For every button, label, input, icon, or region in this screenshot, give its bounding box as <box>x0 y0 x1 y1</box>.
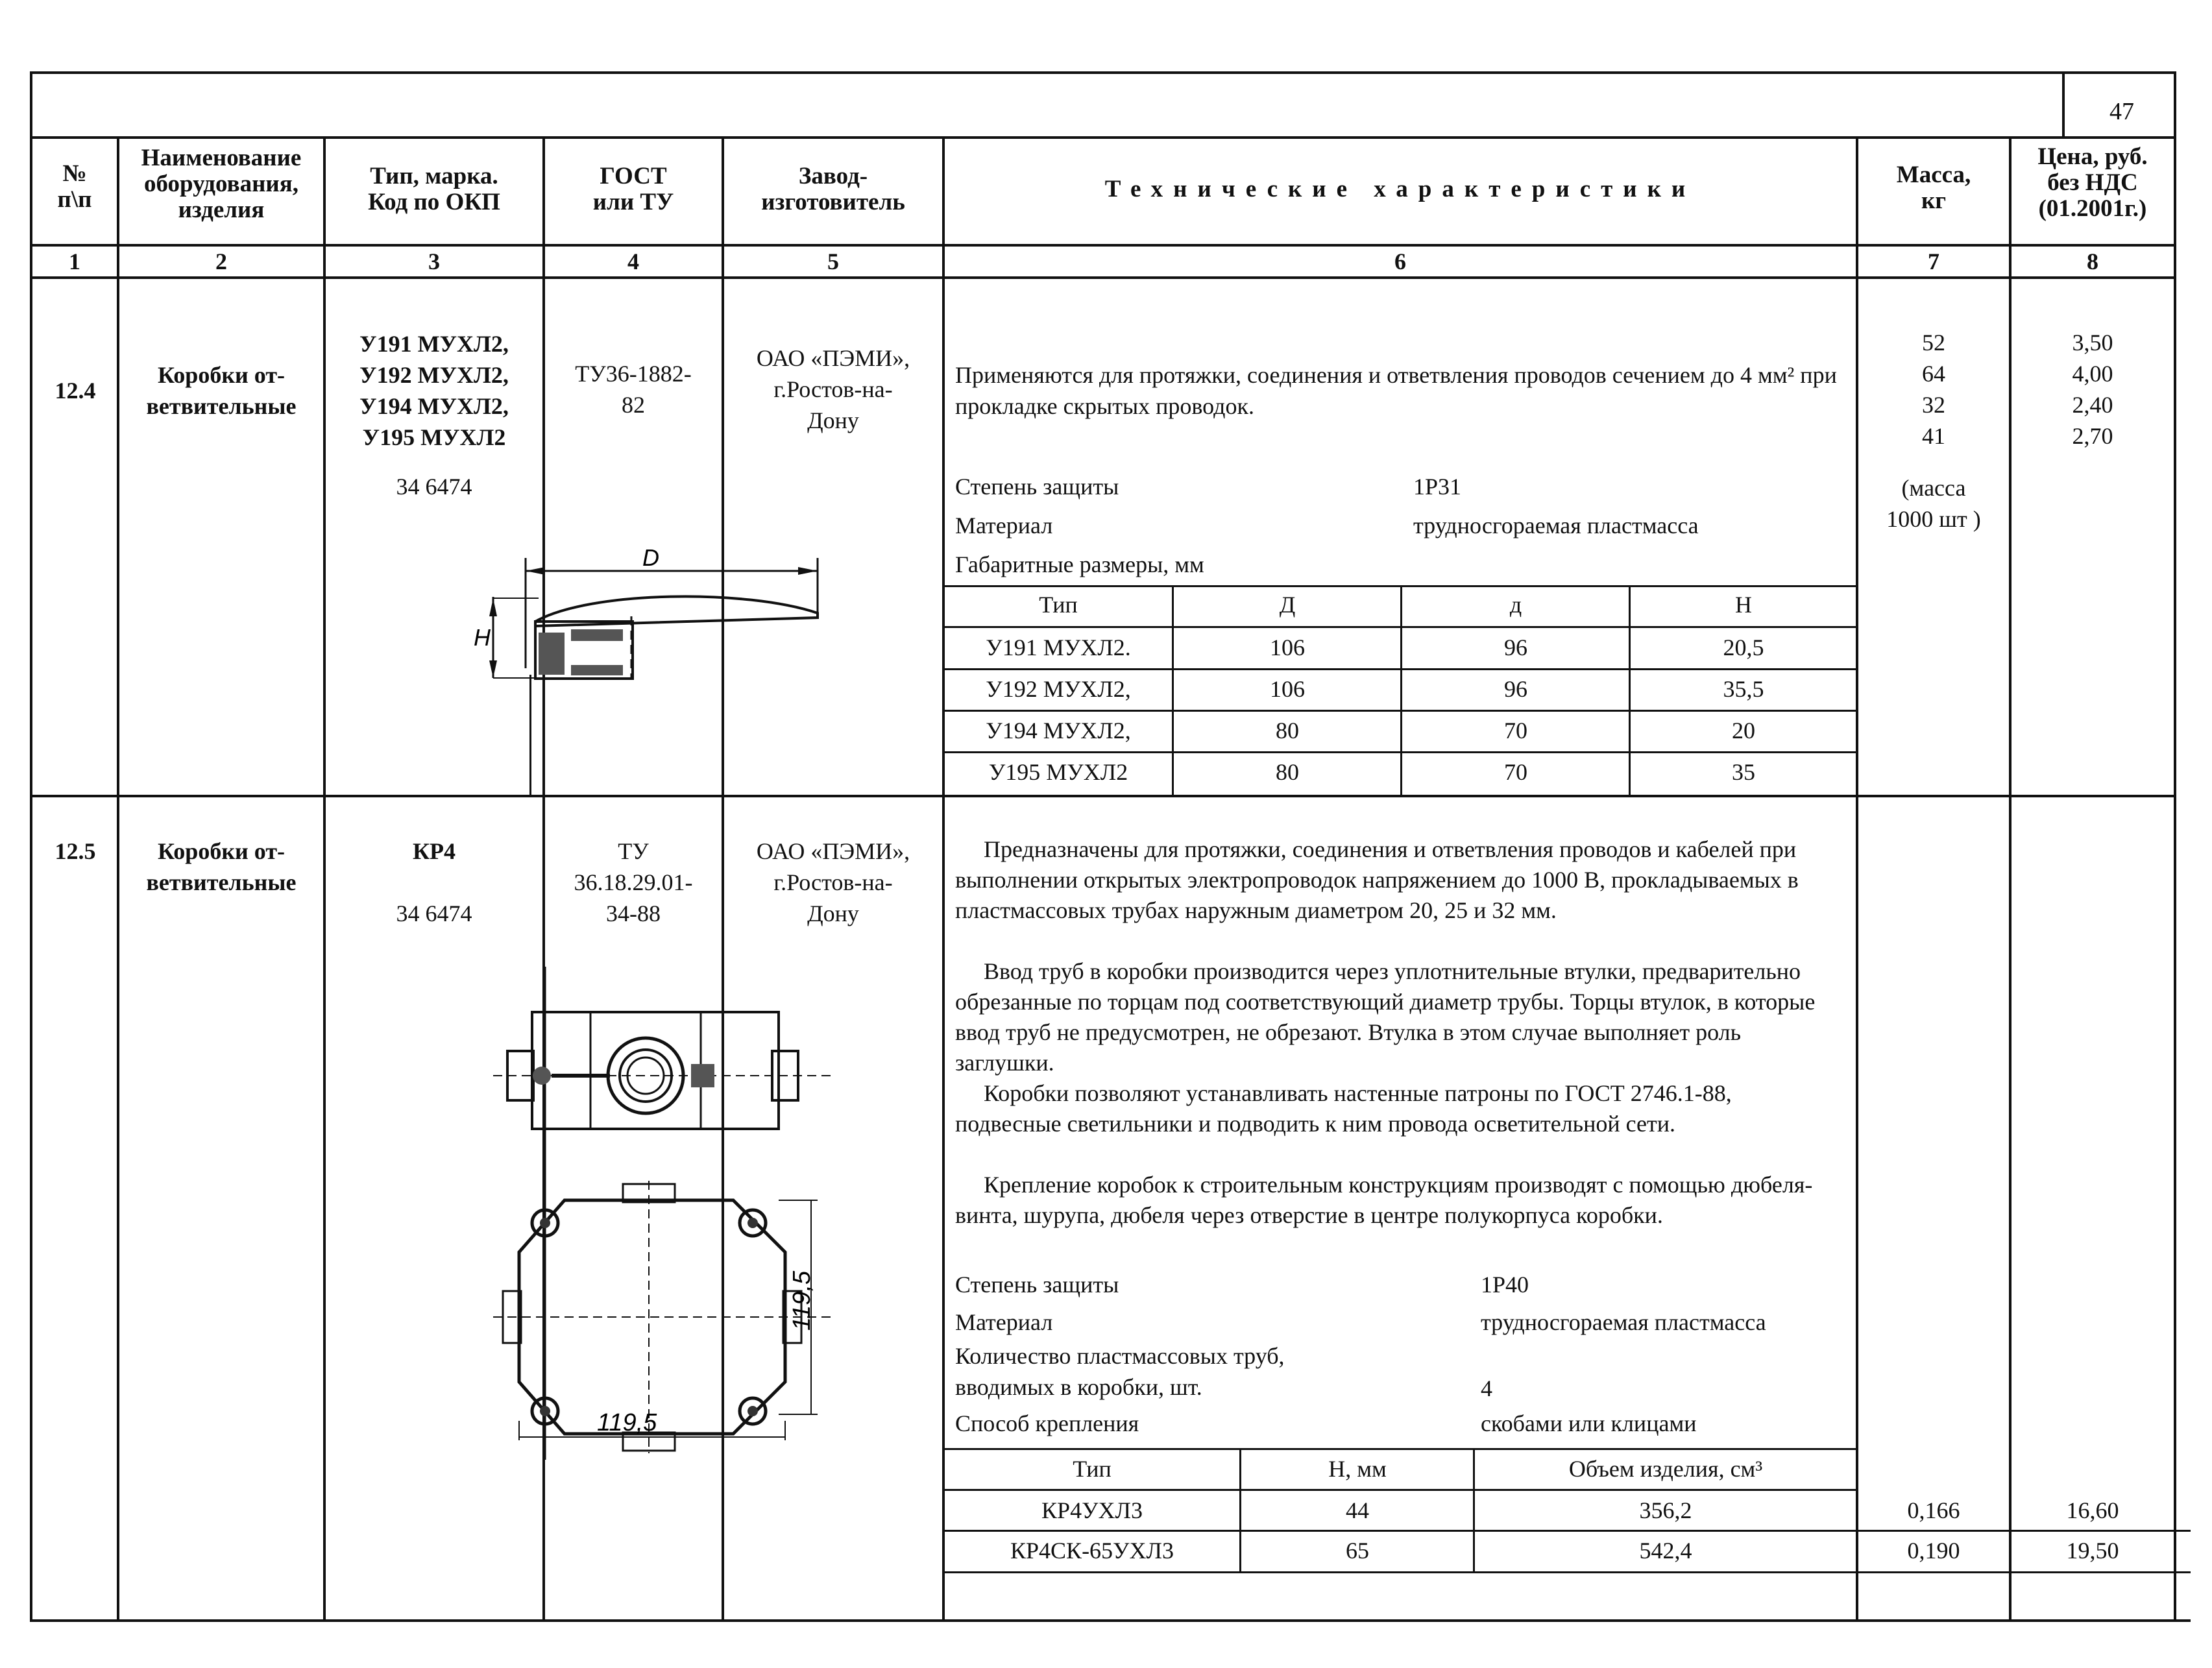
row1-mass-note: (масса 1000 шт ) <box>1886 475 1981 532</box>
table-row-cell: 80 <box>1276 718 1299 743</box>
row2-table-header-type: Тип <box>1073 1456 1112 1482</box>
table-row-cell: КР4УХЛ3 <box>1041 1497 1143 1523</box>
row2-prop-value-4: скобами или клицами <box>1481 1410 1697 1436</box>
row1-description: Применяются для протяжки, соединения и ответвления проводов сечением до 4 мм² при прокладке скрытых проводок. <box>955 362 1837 419</box>
table-row-cell: 44 <box>1346 1497 1369 1523</box>
colnum-bottom-line <box>30 276 2175 279</box>
row2-paragraph-3: Коробки позволяют устанавливать настенные патроны по ГОСТ 2746.1-88, подвесные светильники и подводить к ним провода осветительной сети. <box>955 1080 1732 1137</box>
row1-mass-4: 41 <box>1922 423 1945 449</box>
col-number-8: 8 <box>2087 248 2098 274</box>
table-row-cell: 80 <box>1276 759 1299 785</box>
header-col4: ГОСТ или ТУ <box>592 163 674 215</box>
row2-gost: ТУ 36.18.29.01- 34-88 <box>574 838 693 926</box>
table-row-cell: 35,5 <box>1723 676 1764 702</box>
header-col2: Наименование оборудования, изделия <box>141 145 302 223</box>
row2-price-1: 16,60 <box>2066 1497 2119 1523</box>
row2-price-2: 19,50 <box>2066 1538 2119 1564</box>
row2-prop-value-2: трудносгораемая пластмасса <box>1481 1309 1766 1335</box>
row1-box-drawing <box>474 545 837 701</box>
row2-table-line-4 <box>945 1571 2191 1573</box>
row1-table-header-d-outer: Д <box>1279 592 1296 618</box>
row1-maker: ОАО «ПЭМИ», г.Ростов-на- Дону <box>756 345 910 433</box>
header-col6: Технические характеристики <box>1104 176 1696 202</box>
header-bottom-line <box>30 244 2175 247</box>
row2-table-vline-2 <box>1473 1448 1475 1571</box>
row1-drawing-axis <box>529 675 531 795</box>
table-row-cell: 96 <box>1504 635 1527 660</box>
row2-okp: 34 6474 <box>396 900 472 926</box>
row2-drawing-dim-vertical: 119,5 <box>788 1270 816 1331</box>
table-row-cell: 542,4 <box>1639 1538 1692 1564</box>
row2-table-header-volume: Объем изделия, см³ <box>1568 1456 1763 1482</box>
header-top-line <box>30 136 2175 139</box>
row1-okp: 34 6474 <box>396 474 472 500</box>
row1-prop-label-3: Габаритные размеры, мм <box>955 551 1204 577</box>
row1-price-4: 2,70 <box>2072 423 2113 449</box>
row2-table-vline-1 <box>1239 1448 1241 1571</box>
table-row-cell: У192 МУХЛ2, <box>986 676 1131 702</box>
table-row-cell: 20,5 <box>1723 635 1764 660</box>
header-col8: Цена, руб. без НДС (01.2001г.) <box>2037 143 2148 222</box>
table-row-cell: 106 <box>1270 635 1305 660</box>
col-number-6: 6 <box>1394 248 1406 274</box>
table-row-cell: 35 <box>1732 759 1755 785</box>
row1-table-header-h: Н <box>1735 592 1752 618</box>
frame-left-line <box>30 71 32 1622</box>
row1-mass-3: 32 <box>1922 392 1945 418</box>
page-number: 47 <box>2109 98 2134 125</box>
col-number-4: 4 <box>627 248 639 274</box>
row2-prop-value-1: 1Р40 <box>1481 1272 1529 1298</box>
table-row-cell: 356,2 <box>1639 1497 1692 1523</box>
row1-mass-1: 52 <box>1922 330 1945 356</box>
row2-mass-1: 0,166 <box>1907 1497 1960 1523</box>
row1-table-header-d-inner: д <box>1509 592 1522 618</box>
row1-drawing-label-d: D <box>642 545 659 571</box>
row2-paragraph-4: Крепление коробок к строительным конструкциям производят с помощью дюбеля-винта, шурупа, дюбеля через отверстие в центре полукорпуса коробки. <box>955 1172 1813 1228</box>
row1-prop-label-2: Материал <box>955 513 1053 538</box>
row2-prop-value-3: 4 <box>1481 1375 1492 1401</box>
row1-prop-value-1: 1Р31 <box>1413 474 1462 500</box>
row1-table-vline-1 <box>1172 585 1174 795</box>
table-row-cell: 70 <box>1504 759 1527 785</box>
table-row-cell: У191 МУХЛ2. <box>986 635 1131 660</box>
col-number-2: 2 <box>215 248 227 274</box>
row1-prop-label-1: Степень защиты <box>955 474 1119 500</box>
header-col3: Тип, марка. Код по ОКП <box>368 163 500 215</box>
row2-prop-label-4: Способ крепления <box>955 1410 1139 1436</box>
row1-table-header-type: Тип <box>1039 592 1078 618</box>
header-col1: № п\п <box>57 160 92 213</box>
row2-type: КР4 <box>412 838 456 864</box>
table-row-cell: 20 <box>1732 718 1755 743</box>
header-col7: Масса, кг <box>1896 162 1971 214</box>
table-row-cell: КР4СК-65УХЛ3 <box>1010 1538 1174 1564</box>
table-row-cell: У194 МУХЛ2, <box>986 718 1131 743</box>
row1-gost: ТУ36-1882- 82 <box>575 361 692 418</box>
table-row-cell: 65 <box>1346 1538 1369 1564</box>
col-number-3: 3 <box>428 248 440 274</box>
row2-prop-label-3: Количество пластмассовых труб, вводимых в коробки, шт. <box>955 1343 1285 1400</box>
row1-name: Коробки от- ветвительные <box>146 362 297 419</box>
frame-right-line <box>2174 71 2176 1622</box>
row1-price-1: 3,50 <box>2072 330 2113 356</box>
row2-number: 12.5 <box>55 838 96 864</box>
row2-drawing-dim-horizontal: 119,5 <box>597 1409 657 1436</box>
row1-price-3: 2,40 <box>2072 392 2113 418</box>
row1-drawing-label-h: H <box>474 624 491 651</box>
col-number-1: 1 <box>69 248 80 274</box>
row2-maker: ОАО «ПЭМИ», г.Ростов-на- Дону <box>756 838 910 926</box>
row1-types: У191 МУХЛ2, У192 МУХЛ2, У194 МУХЛ2, У195 МУХЛ2 <box>359 331 509 450</box>
row2-paragraph-1: Предназначены для протяжки, соединения и ответвления проводов и кабелей при выполнении открытых электропроводок напряжением до 1000 В, прокладываемых в пластмассовых трубах наружным диаметром 20, 25 и 32 мм. <box>955 836 1799 923</box>
row1-table-vline-2 <box>1400 585 1402 795</box>
row1-prop-value-2: трудносгораемая пластмасса <box>1413 513 1699 538</box>
row1-mass-2: 64 <box>1922 361 1945 387</box>
frame-top-line <box>30 71 2175 74</box>
row2-mass-2: 0,190 <box>1907 1538 1960 1564</box>
table-row-cell: У195 МУХЛ2 <box>988 759 1128 785</box>
row2-prop-label-2: Материал <box>955 1309 1053 1335</box>
table-row-cell: 96 <box>1504 676 1527 702</box>
table-row-cell: 70 <box>1504 718 1527 743</box>
col-number-5: 5 <box>827 248 839 274</box>
row1-table-vline-3 <box>1629 585 1631 795</box>
col-divider-5 <box>942 136 945 1622</box>
page-number-box-line <box>2062 71 2065 139</box>
row2-paragraph-2: Ввод труб в коробки производится через уплотнительные втулки, предварительно обрезанные по торцам под соответствующий диаметр трубы. Торцы втулок, в которые ввод труб не предусмотрен, не обрезают. Втулка в этом случае выполняет роль заглушки. <box>955 958 1816 1076</box>
row2-box-drawing <box>493 967 831 1460</box>
row1-price-2: 4,00 <box>2072 361 2113 387</box>
row-divider-line <box>30 795 2175 797</box>
header-col5: Завод- изготовитель <box>761 163 905 215</box>
frame-bottom-line <box>30 1619 2191 1622</box>
row2-prop-label-1: Степень защиты <box>955 1272 1119 1298</box>
table-row-cell: 106 <box>1270 676 1305 702</box>
col-number-7: 7 <box>1928 248 1939 274</box>
row2-table-header-h: Н, мм <box>1328 1456 1387 1482</box>
row2-name: Коробки от- ветвительные <box>146 838 297 895</box>
row1-number: 12.4 <box>55 378 96 404</box>
